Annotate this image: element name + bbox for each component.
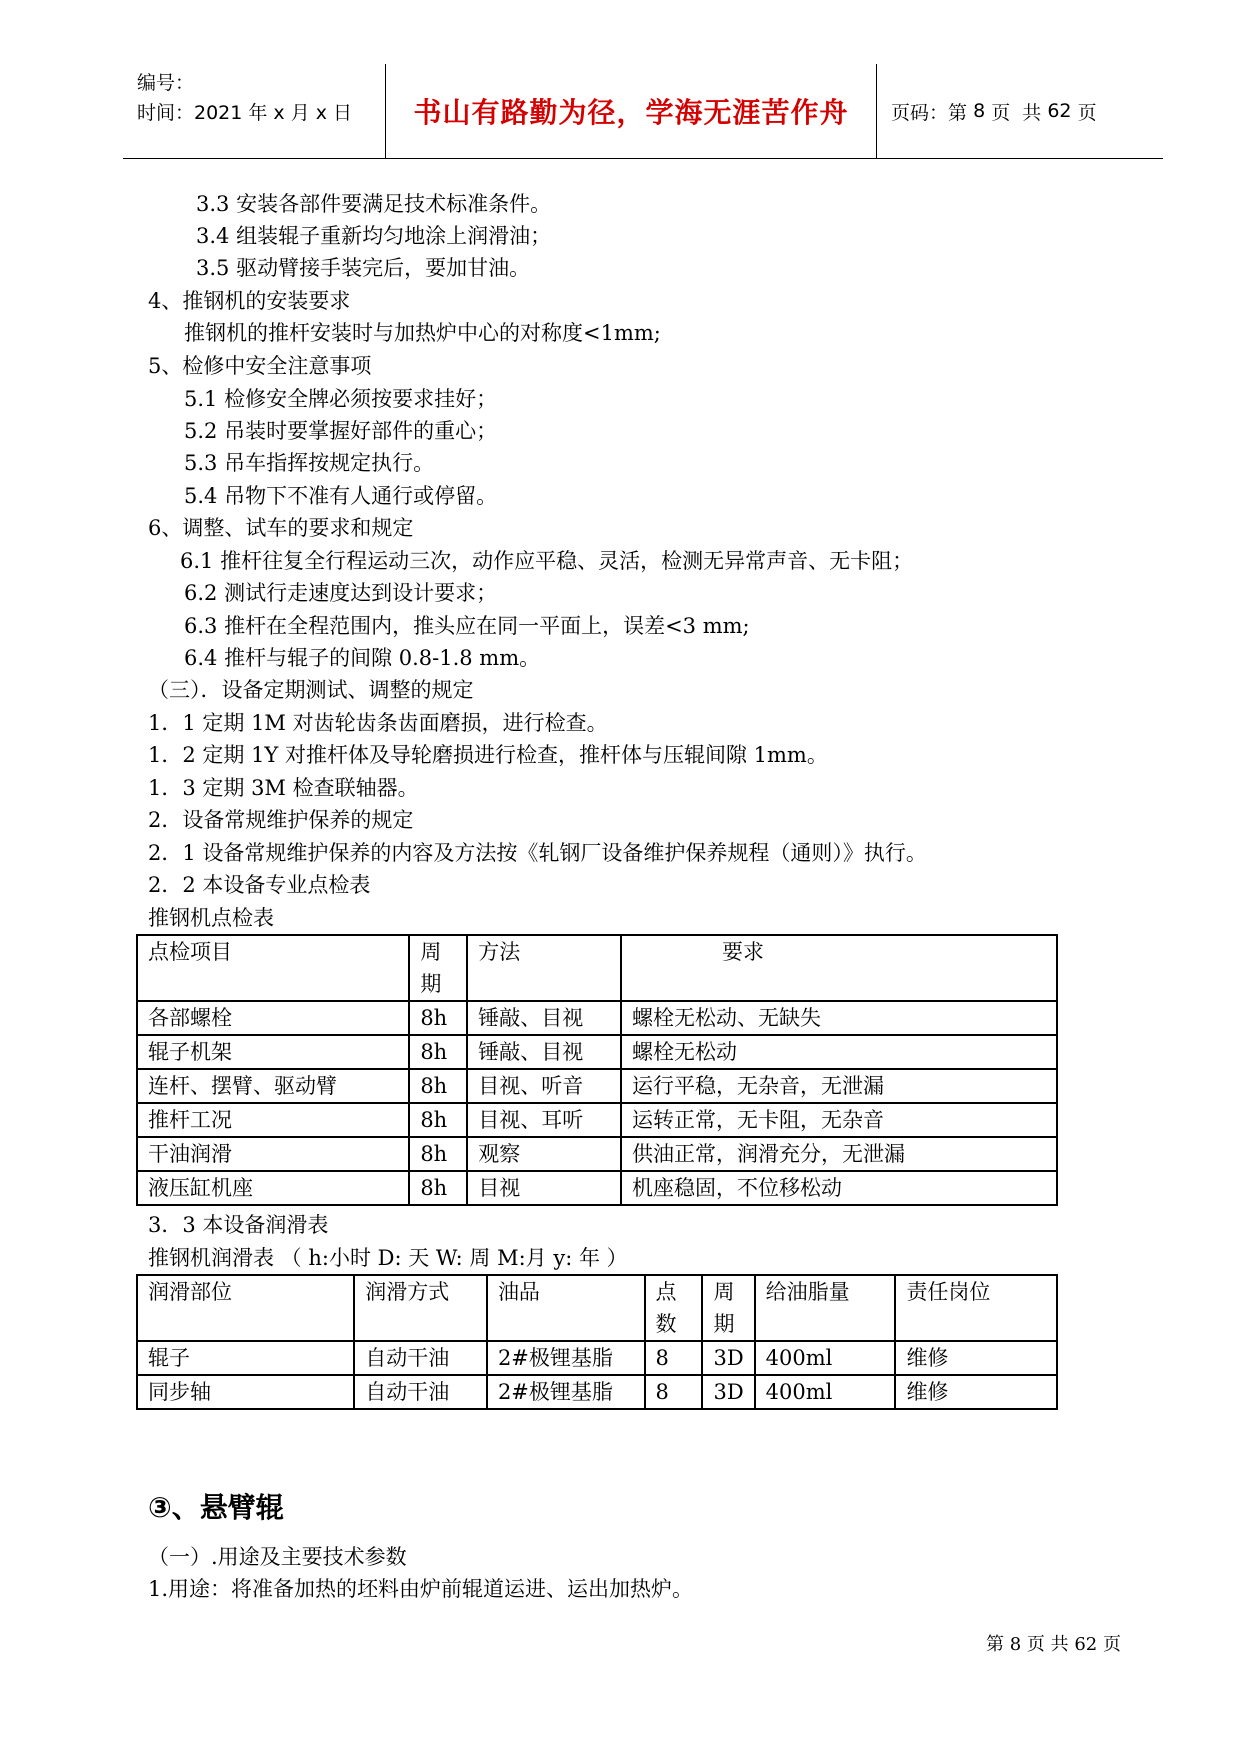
section3-item: 1.用途：将准备加热的坯料由炉前辊道运进、运出加热炉。 [148, 1577, 694, 1601]
table-cell: 观察 [467, 1137, 621, 1171]
table-caption: 推钢机点检表 [148, 906, 274, 930]
table-cell: 各部螺栓 [137, 1001, 409, 1035]
table-cell: 400ml [755, 1341, 896, 1375]
text-line: 6.4 推杆与辊子的间隙 0.8-1.8 mm。 [184, 646, 541, 670]
text-line: 1．3 定期 3M 检查联轴器。 [148, 776, 419, 800]
table-row [137, 1001, 1057, 1035]
text-line: 3.4 组装辊子重新均匀地涂上润滑油； [196, 224, 552, 248]
table-cell: 8 [645, 1375, 703, 1409]
table-cell: 运转正常，无卡阻，无杂音 [621, 1103, 1057, 1137]
table-cell: 螺栓无松动、无缺失 [621, 1001, 1057, 1035]
page-footer: 第 8 页 共 62 页 [986, 1634, 1121, 1655]
text-line: 1．1 定期 1M 对齿轮齿条齿面磨损，进行检查。 [148, 711, 608, 735]
section-heading: （三）．设备定期测试、调整的规定 [148, 678, 474, 702]
table-row [137, 1375, 1057, 1409]
section-heading: 3．3 本设备润滑表 [148, 1213, 329, 1237]
table-cell: 3D [702, 1375, 754, 1409]
text-line: 1．2 定期 1Y 对推杆体及导轮磨损进行检查，推杆体与压辊间隙 1mm。 [148, 743, 828, 767]
section-heading: 5、检修中安全注意事项 [148, 354, 372, 378]
table-cell: 供油正常，润滑充分，无泄漏 [621, 1137, 1057, 1171]
header-cell: 润滑方式 [354, 1275, 487, 1341]
table-cell: 推杆工况 [137, 1103, 409, 1137]
header-cell: 给油脂量 [755, 1275, 896, 1341]
header-left [137, 68, 352, 128]
text-line: 5.1 检修安全牌必须按要求挂好； [184, 387, 498, 411]
table-cell: 同步轴 [137, 1375, 354, 1409]
table-cell: 自动干油 [354, 1375, 487, 1409]
table-cell: 8h [409, 1137, 467, 1171]
header-cell: 周期 [702, 1275, 754, 1341]
header-cell: 油品 [487, 1275, 645, 1341]
table-row [137, 1069, 1057, 1103]
header-cell: 方法 [467, 935, 621, 1001]
section-heading: 4、推钢机的安装要求 [148, 289, 351, 313]
table-row [137, 1171, 1057, 1205]
table-cell: 连杆、摆臂、驱动臂 [137, 1069, 409, 1103]
number-label: 编号： [137, 72, 195, 94]
table-cell: 辊子机架 [137, 1035, 409, 1069]
text-line: 6.1 推杆往复全行程运动三次，动作应平稳、灵活，检测无异常声音、无卡阻； [180, 549, 914, 573]
text-line: 5.3 吊车指挥按规定执行。 [184, 451, 435, 475]
table-cell: 8 [645, 1341, 703, 1375]
inspection-table [136, 934, 1058, 1206]
header-page-info [891, 64, 1097, 158]
page-total: 62 [1047, 100, 1072, 122]
table-row [137, 1103, 1057, 1137]
table-cell: 8h [409, 1171, 467, 1205]
table-cell: 机座稳固，不位移松动 [621, 1171, 1057, 1205]
header-cell: 责任岗位 [895, 1275, 1057, 1341]
page-suffix: 页 [1077, 101, 1097, 124]
table-header-row [137, 1275, 1057, 1341]
section3-sub: （一）.用途及主要技术参数 [148, 1545, 407, 1569]
header-cell: 周期 [409, 935, 467, 1001]
table-cell: 2#极锂基脂 [487, 1375, 645, 1409]
text-line: 2．1 设备常规维护保养的内容及方法按《轧钢厂设备维护保养规程（通则）》执行。 [148, 841, 927, 865]
text-line: 6.3 推杆在全程范围内，推头应在同一平面上，误差<3 mm; [184, 614, 750, 638]
time-label: 时间：2021 年 x 月 x 日 [137, 102, 353, 124]
text-line: 6.2 测试行走速度达到设计要求； [184, 581, 498, 605]
table-caption: 推钢机润滑表 （ h:小时 D: 天 W: 周 M:月 y: 年 ） [148, 1246, 628, 1270]
page-mid: 页 共 [991, 101, 1042, 124]
page-number: 8 [973, 100, 986, 122]
table-cell: 维修 [895, 1341, 1057, 1375]
table-cell: 8h [409, 1001, 467, 1035]
section3-heading: ③、悬臂辊 [148, 1491, 284, 1524]
header-motto: 书山有路勤为径，学海无涯苦作舟 [385, 64, 877, 158]
table-row [137, 1137, 1057, 1171]
table-cell: 维修 [895, 1375, 1057, 1409]
page-header [123, 64, 1163, 159]
table-row [137, 1341, 1057, 1375]
header-cell: 要求 [621, 935, 1057, 1001]
table-cell: 干油润滑 [137, 1137, 409, 1171]
header-cell: 润滑部位 [137, 1275, 354, 1341]
table-cell: 目视、听音 [467, 1069, 621, 1103]
table-cell: 锤敲、目视 [467, 1001, 621, 1035]
table-header-row [137, 935, 1057, 1001]
table-row [137, 1035, 1057, 1069]
table-cell: 8h [409, 1069, 467, 1103]
table-cell: 目视 [467, 1171, 621, 1205]
table-cell: 自动干油 [354, 1341, 487, 1375]
lubrication-table [136, 1274, 1058, 1410]
table-cell: 400ml [755, 1375, 896, 1409]
header-cell: 点数 [645, 1275, 703, 1341]
table-cell: 3D [702, 1341, 754, 1375]
table-cell: 液压缸机座 [137, 1171, 409, 1205]
table-cell: 8h [409, 1103, 467, 1137]
table-cell: 运行平稳，无杂音，无泄漏 [621, 1069, 1057, 1103]
table-cell: 目视、耳听 [467, 1103, 621, 1137]
text-line: 5.4 吊物下不准有人通行或停留。 [184, 484, 498, 508]
text-line: 2．2 本设备专业点检表 [148, 873, 371, 897]
table-cell: 锤敲、目视 [467, 1035, 621, 1069]
page-prefix: 页码：第 [891, 101, 968, 124]
table-cell: 辊子 [137, 1341, 354, 1375]
text-line: 推钢机的推杆安装时与加热炉中心的对称度<1mm; [184, 321, 661, 345]
table-cell: 2#极锂基脂 [487, 1341, 645, 1375]
section-heading: 6、调整、试车的要求和规定 [148, 516, 414, 540]
text-line: 3.3 安装各部件要满足技术标准条件。 [196, 192, 552, 216]
text-line: 3.5 驱动臂接手装完后，要加甘油。 [196, 256, 531, 280]
header-cell: 点检项目 [137, 935, 409, 1001]
section-heading: 2．设备常规维护保养的规定 [148, 808, 414, 832]
text-line: 5.2 吊装时要掌握好部件的重心； [184, 419, 498, 443]
table-cell: 8h [409, 1035, 467, 1069]
table-cell: 螺栓无松动 [621, 1035, 1057, 1069]
